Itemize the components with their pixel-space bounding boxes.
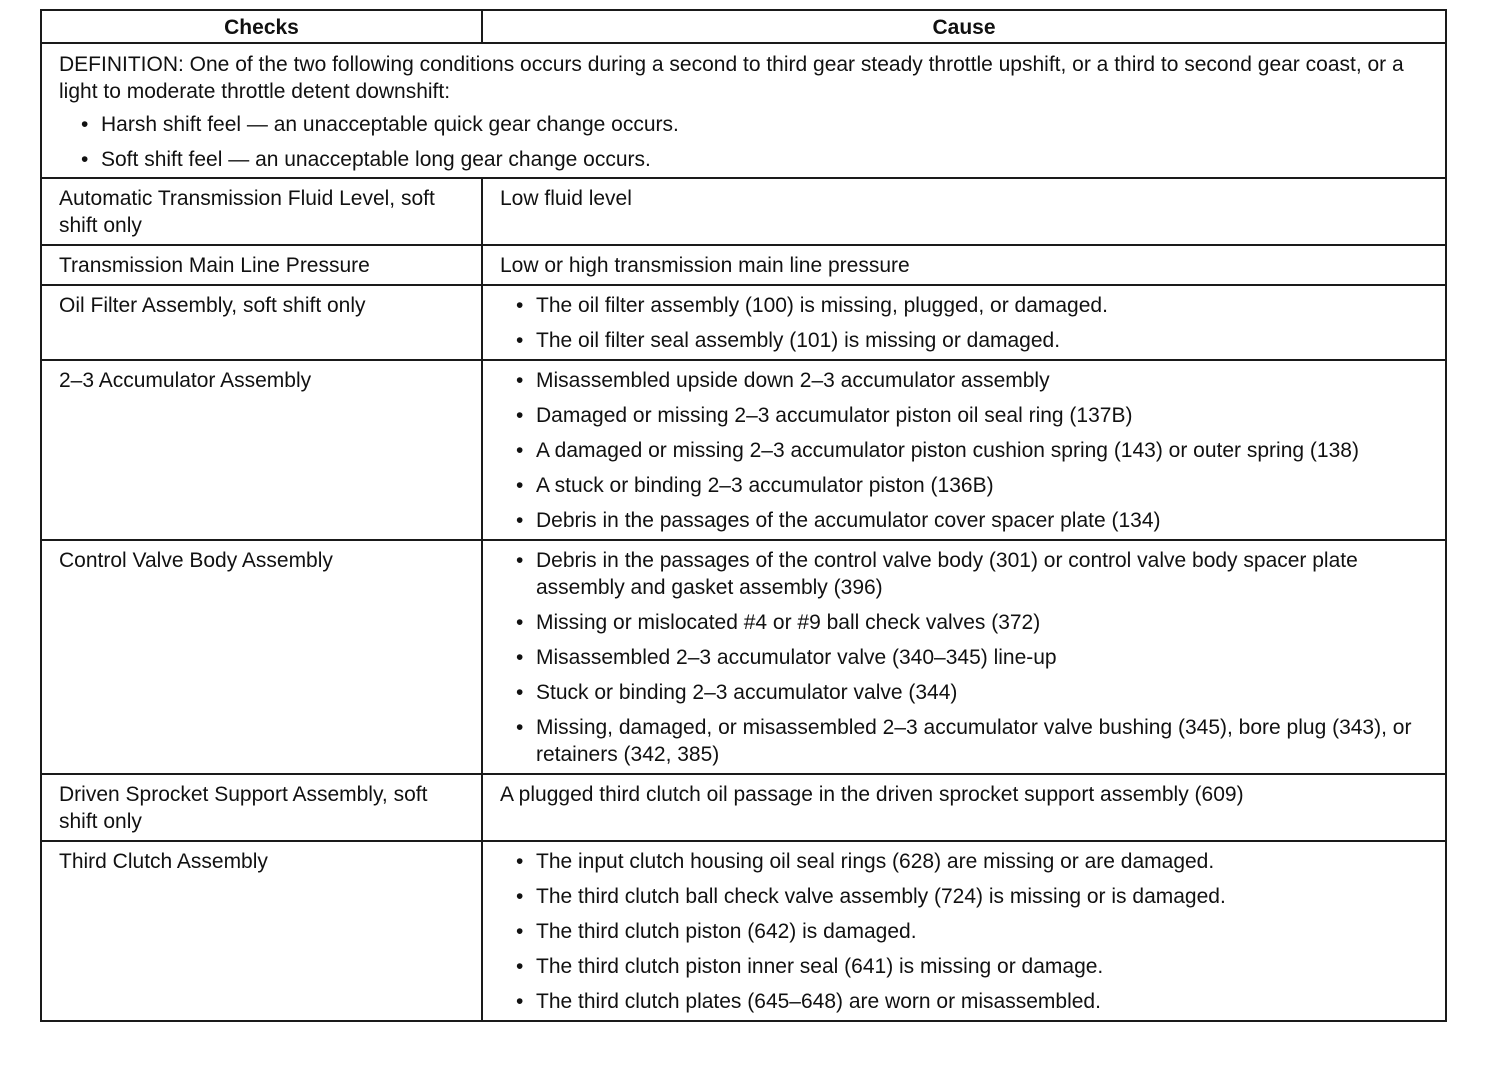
header-cause: Cause	[482, 10, 1446, 43]
check-cell: Driven Sprocket Support Assembly, soft shift only	[41, 774, 482, 841]
cause-item: • Debris in the passages of the accumulator cover spacer plate (134)	[516, 507, 1425, 534]
cause-item: • Misassembled 2–3 accumulator valve (340–345) line-up	[516, 644, 1425, 671]
header-checks: Checks	[41, 10, 482, 43]
check-cell: Control Valve Body Assembly	[41, 540, 482, 774]
cause-list	[516, 848, 1425, 1015]
cause-item: • The oil filter assembly (100) is missing, plugged, or damaged.	[516, 292, 1425, 319]
cause-cell: Low fluid level	[482, 178, 1446, 245]
cause-item: • Missing, damaged, or misassembled 2–3 accumulator valve bushing (345), bore plug (343), or retainers (342, 385)	[516, 714, 1425, 768]
table-row	[41, 540, 1446, 774]
cause-item: • The third clutch piston (642) is damaged.	[516, 918, 1425, 945]
diagnosis-table	[40, 9, 1447, 1022]
cause-cell	[482, 285, 1446, 360]
cause-item: • Misassembled upside down 2–3 accumulator assembly	[516, 367, 1425, 394]
check-cell: Third Clutch Assembly	[41, 841, 482, 1021]
cause-cell: Low or high transmission main line pressure	[482, 245, 1446, 285]
cause-item: • The third clutch ball check valve assembly (724) is missing or is damaged.	[516, 883, 1425, 910]
definition-bullets	[59, 111, 1431, 173]
definition-cell	[41, 43, 1446, 178]
cause-list	[516, 547, 1425, 768]
table-row	[41, 245, 1446, 285]
table-row	[41, 774, 1446, 841]
cause-item: • The oil filter seal assembly (101) is missing or damaged.	[516, 327, 1425, 354]
table-row	[41, 178, 1446, 245]
cause-cell: A plugged third clutch oil passage in the driven sprocket support assembly (609)	[482, 774, 1446, 841]
check-cell: 2–3 Accumulator Assembly	[41, 360, 482, 540]
cause-item: • A damaged or missing 2–3 accumulator piston cushion spring (143) or outer spring (138)	[516, 437, 1425, 464]
definition-text: DEFINITION: One of the two following conditions occurs during a second to third gear steady throttle upshift, or a third to second gear coast, or a light to moderate throttle detent downshift:	[59, 53, 1404, 103]
cause-cell	[482, 841, 1446, 1021]
definition-bullet: • Soft shift feel — an unacceptable long gear change occurs.	[81, 146, 1431, 173]
cause-item: • Damaged or missing 2–3 accumulator piston oil seal ring (137B)	[516, 402, 1425, 429]
cause-item: • Stuck or binding 2–3 accumulator valve (344)	[516, 679, 1425, 706]
cause-cell	[482, 540, 1446, 774]
cause-item: • Missing or mislocated #4 or #9 ball check valves (372)	[516, 609, 1425, 636]
table-row	[41, 360, 1446, 540]
cause-cell	[482, 360, 1446, 540]
definition-row	[41, 43, 1446, 178]
header-row	[41, 10, 1446, 43]
table-row	[41, 285, 1446, 360]
check-cell: Automatic Transmission Fluid Level, soft shift only	[41, 178, 482, 245]
cause-item: • Debris in the passages of the control valve body (301) or control valve body spacer plate assembly and gasket assembly (396)	[516, 547, 1425, 601]
check-cell: Transmission Main Line Pressure	[41, 245, 482, 285]
definition-bullet: • Harsh shift feel — an unacceptable quick gear change occurs.	[81, 111, 1431, 138]
cause-item: • The third clutch piston inner seal (641) is missing or damage.	[516, 953, 1425, 980]
table-row	[41, 841, 1446, 1021]
cause-list	[516, 292, 1425, 354]
cause-item: • A stuck or binding 2–3 accumulator piston (136B)	[516, 472, 1425, 499]
cause-item: • The input clutch housing oil seal rings (628) are missing or are damaged.	[516, 848, 1425, 875]
cause-item: • The third clutch plates (645–648) are worn or misassembled.	[516, 988, 1425, 1015]
cause-list	[516, 367, 1425, 534]
check-cell: Oil Filter Assembly, soft shift only	[41, 285, 482, 360]
